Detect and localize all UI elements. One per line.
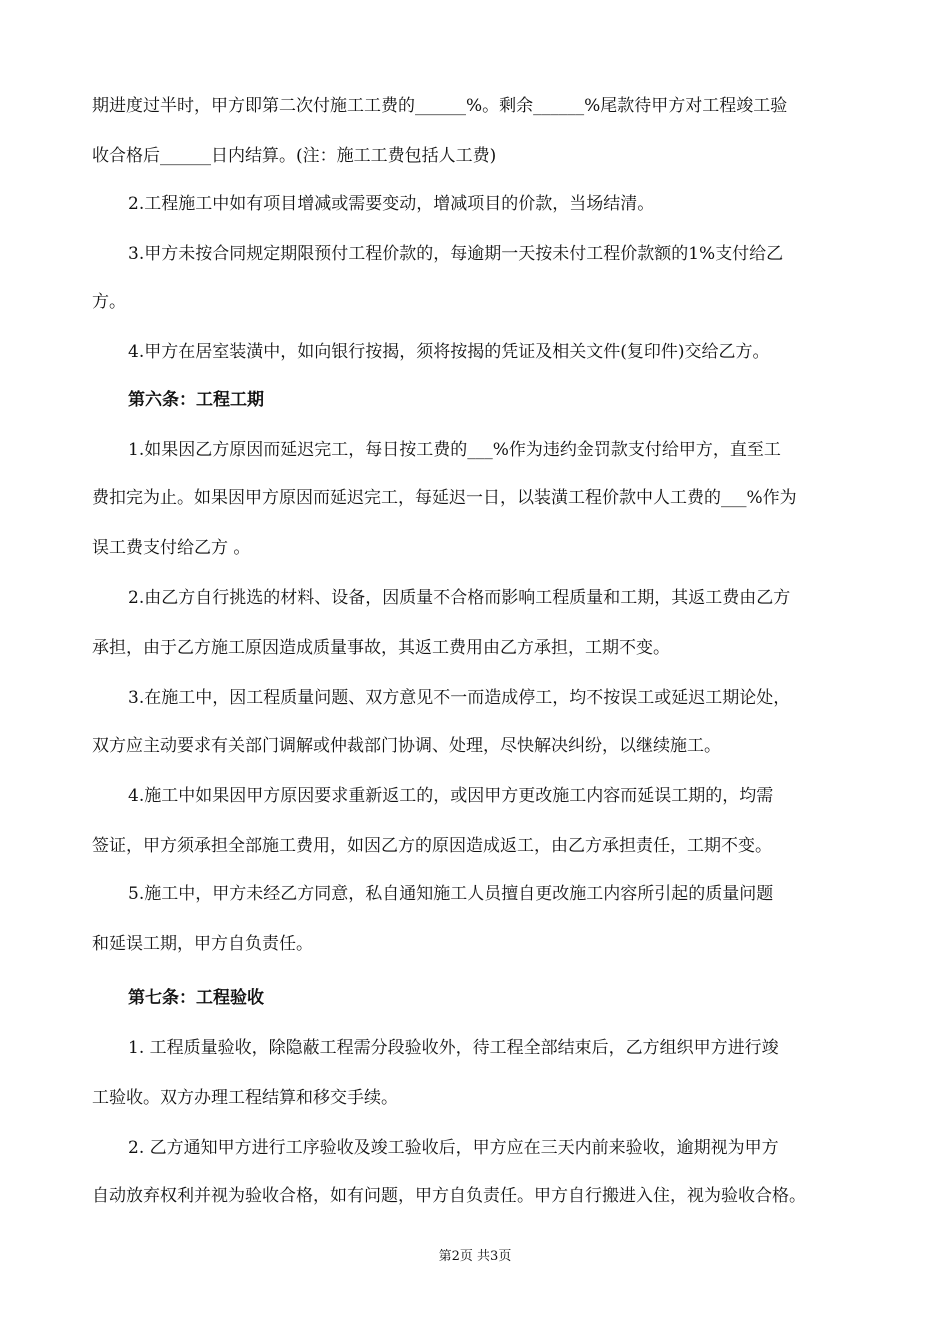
paragraph-line: 2.由乙方自行挑选的材料、设备，因质量不合格而影响工程质量和工期，其返工费由乙方 <box>128 588 791 608</box>
paragraph-line: 3.在施工中，因工程质量问题、双方意见不一而造成停工，均不按误工或延迟工期论处， <box>128 688 791 708</box>
section-heading-article-7: 第七条：工程验收 <box>128 988 264 1008</box>
paragraph-line: 1.如果因乙方原因而延迟完工，每日按工费的___%作为违约金罚款支付给甲方，直至工 <box>128 440 781 460</box>
page-footer: 第2页 共3页 <box>438 1249 512 1264</box>
paragraph-line: 4.施工中如果因甲方原因要求重新返工的，或因甲方更改施工内容而延误工期的，均需 <box>128 786 774 806</box>
paragraph-line: 5.施工中，甲方未经乙方同意，私自通知施工人员擅自更改施工内容所引起的质量问题 <box>128 884 774 904</box>
paragraph-line: 1. 工程质量验收，除隐蔽工程需分段验收外，待工程全部结束后，乙方组织甲方进行竣 <box>128 1038 779 1058</box>
paragraph-line: 费扣完为止。如果因甲方原因而延迟完工，每延迟一日，以装潢工程价款中人工费的___%作为 <box>92 488 797 508</box>
paragraph-line: 双方应主动要求有关部门调解或仲裁部门协调、处理，尽快解决纠纷，以继续施工。 <box>92 736 721 756</box>
paragraph-line: 4.甲方在居室装潢中，如向银行按揭，须将按揭的凭证及相关文件(复印件)交给乙方。 <box>128 342 770 362</box>
paragraph-line: 工验收。双方办理工程结算和移交手续。 <box>92 1088 398 1108</box>
paragraph-line: 和延误工期，甲方自负责任。 <box>92 934 313 954</box>
paragraph-line: 方。 <box>92 292 126 312</box>
paragraph-line: 2. 乙方通知甲方进行工序验收及竣工验收后，甲方应在三天内前来验收，逾期视为甲方 <box>128 1138 779 1158</box>
paragraph-line: 3.甲方未按合同规定期限预付工程价款的，每逾期一天按未付工程价款额的1%支付给乙 <box>128 244 784 264</box>
paragraph-line: 承担，由于乙方施工原因造成质量事故，其返工费用由乙方承担，工期不变。 <box>92 638 670 658</box>
paragraph-line: 2.工程施工中如有项目增减或需要变动，增减项目的价款，当场结清。 <box>128 194 655 214</box>
paragraph-line: 收合格后______日内结算。(注：施工工费包括人工费) <box>92 146 497 166</box>
paragraph-line: 自动放弃权利并视为验收合格，如有问题，甲方自负责任。甲方自行搬进入住，视为验收合格。 <box>92 1186 806 1206</box>
paragraph-line: 签证，甲方须承担全部施工费用，如因乙方的原因造成返工，由乙方承担责任，工期不变。 <box>92 836 772 856</box>
section-heading-article-6: 第六条：工程工期 <box>128 390 264 410</box>
paragraph-line: 期进度过半时，甲方即第二次付施工工费的______%。剩余______%尾款待甲方对工程竣工验 <box>92 96 788 116</box>
paragraph-line: 误工费支付给乙方 。 <box>92 538 251 558</box>
